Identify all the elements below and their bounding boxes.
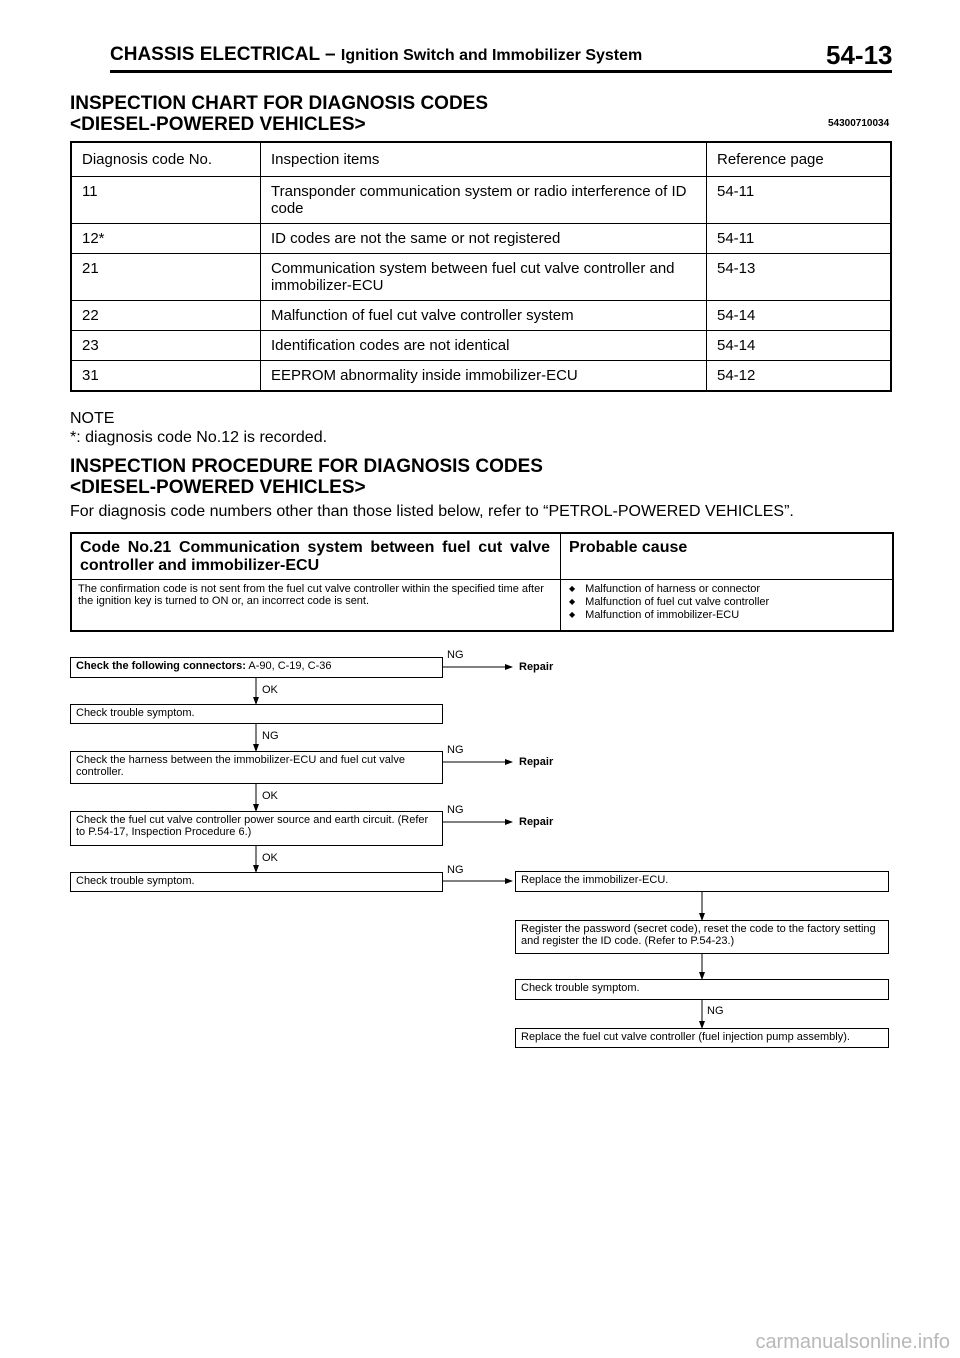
cell-item: EEPROM abnormality inside immobilizer-ECU (261, 361, 707, 392)
step-check-power-source: Check the fuel cut valve controller power source and earth circuit. (Refer to P.54-17, Inspection Procedure 6.) (70, 811, 443, 846)
cell-page: 54-12 (707, 361, 892, 392)
cell-item: Transponder communication system or radio interference of ID code (261, 177, 707, 224)
cell-code: 11 (71, 177, 261, 224)
header-section: CHASSIS ELECTRICAL (110, 44, 320, 65)
step-check-connectors (70, 657, 443, 678)
step-check-trouble-symptom: Check trouble symptom. (70, 704, 443, 724)
cell-item: Malfunction of fuel cut valve controller system (261, 301, 707, 331)
procedure-heading-line1: INSPECTION PROCEDURE FOR DIAGNOSIS CODES (70, 456, 543, 477)
step-check-harness: Check the harness between the immobilizer-ECU and fuel cut valve controller. (70, 751, 443, 784)
list-item: ◆ Malfunction of harness or connector (569, 583, 769, 596)
code-description: The confirmation code is not sent from the fuel cut valve controller within the specified time after the ignition key is turned to ON or, an incorrect code is sent. (78, 583, 544, 607)
ng-label: NG (447, 649, 464, 661)
header-dash: – (325, 44, 336, 65)
procedure-heading-line2: <DIESEL-POWERED VEHICLES> (70, 477, 366, 498)
cell-item: Identification codes are not identical (261, 331, 707, 361)
cell-code: 22 (71, 301, 261, 331)
ng-label: NG (707, 1005, 724, 1017)
cell-item: ID codes are not the same or not registered (261, 224, 707, 254)
step-replace-fuel-cut-valve-controller: Replace the fuel cut valve controller (fuel injection pump assembly). (515, 1028, 889, 1048)
cell-page: 54-11 (707, 177, 892, 224)
ng-label: NG (262, 730, 279, 742)
repair-label: Repair (519, 661, 554, 673)
ok-label: OK (262, 790, 278, 802)
list-item: ◆ Malfunction of immobilizer-ECU (569, 609, 769, 622)
column-header-item: Inspection items (261, 142, 707, 177)
column-header-page: Reference page (707, 142, 892, 177)
cell-item: Communication system between fuel cut valve controller and immobilizer-ECU (261, 254, 707, 301)
repair-label: Repair (519, 816, 554, 828)
cell-code: 23 (71, 331, 261, 361)
ng-label: NG (447, 864, 464, 876)
intro-text: For diagnosis code numbers other than those listed below, refer to “PETROL-POWERED VEHICLES”. (70, 503, 794, 520)
repair-label: Repair (519, 756, 554, 768)
cell-code: 21 (71, 254, 261, 301)
cell-page: 54-14 (707, 301, 892, 331)
ok-label: OK (262, 684, 278, 696)
ok-label: OK (262, 852, 278, 864)
note-text: *: diagnosis code No.12 is recorded. (70, 429, 328, 446)
cell-code: 12* (71, 224, 261, 254)
step-check-trouble-symptom-3: Check trouble symptom. (515, 979, 889, 1000)
step-register-password: Register the password (secret code), reset the code to the factory setting and register the ID code. (Refer to P.54-23.) (515, 920, 889, 954)
step-check-connectors-list: A-90, C-19, C-36 (245, 660, 332, 672)
ng-label: NG (447, 804, 464, 816)
code-box-title: Code No.21 Communication system between fuel cut valve controller and immobilizer-ECU (80, 539, 550, 574)
ng-label: NG (447, 744, 464, 756)
document-id: 54300710034 (828, 118, 890, 129)
watermark: carmanualsonline.info (755, 1331, 950, 1353)
cell-page: 54-14 (707, 331, 892, 361)
cell-page: 54-11 (707, 224, 892, 254)
list-item: ◆ Malfunction of fuel cut valve controller (569, 596, 769, 609)
cell-page: 54-13 (707, 254, 892, 301)
chart-heading-line2: <DIESEL-POWERED VEHICLES> (70, 114, 366, 135)
step-replace-immobilizer-ecu: Replace the immobilizer-ECU. (515, 871, 889, 892)
page-number: 54-13 (826, 40, 893, 70)
cell-code: 31 (71, 361, 261, 392)
header-subtitle: Ignition Switch and Immobilizer System (340, 47, 643, 64)
chart-heading-line1: INSPECTION CHART FOR DIAGNOSIS CODES (70, 93, 489, 114)
probable-cause-heading: Probable cause (569, 539, 688, 556)
step-check-connectors-bold: Check the following connectors: (76, 660, 246, 672)
note-title: NOTE (70, 410, 115, 427)
step-check-trouble-symptom-2: Check trouble symptom. (70, 872, 443, 892)
column-header-code: Diagnosis code No. (82, 151, 213, 168)
